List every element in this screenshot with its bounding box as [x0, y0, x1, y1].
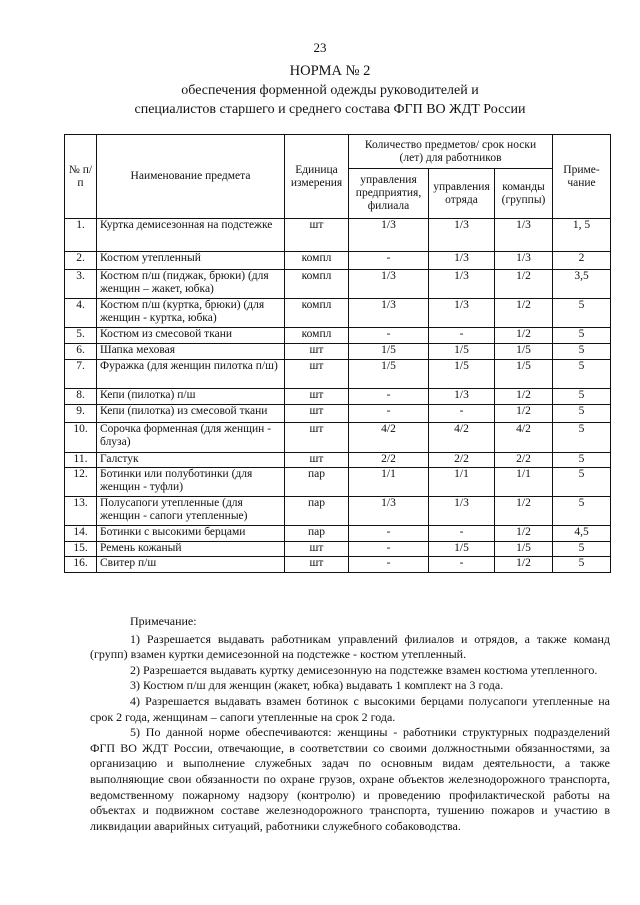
- table-row: [65, 328, 611, 344]
- title-line-1: НОРМА № 2: [289, 63, 371, 79]
- row-team-qty: 1/2: [495, 328, 553, 344]
- row-name: Ботинки с высокими берцами: [97, 526, 285, 542]
- row-unit: шт: [285, 344, 349, 360]
- row-unit: шт: [285, 405, 349, 423]
- table-header: [65, 135, 611, 219]
- row-branch-qty: 1/1: [349, 468, 429, 497]
- row-note: 3,5: [553, 270, 611, 299]
- row-branch-qty: 1/3: [349, 219, 429, 252]
- row-name: Шапка меховая: [97, 344, 285, 360]
- row-note: 1, 5: [553, 219, 611, 252]
- row-number: 5.: [65, 328, 97, 344]
- row-number: 6.: [65, 344, 97, 360]
- row-name: Полусапоги утепленные (для женщин - сапоги утепленные): [97, 497, 285, 526]
- row-branch-qty: -: [349, 405, 429, 423]
- row-team-qty: 1/2: [495, 270, 553, 299]
- row-number: 1.: [65, 219, 97, 252]
- note-item: 4) Разрешается выдавать взамен ботинок с высокими берцами полусапоги утепленные на срок 2 года, женщинам – сапоги утепленные на срок 2 года.: [90, 693, 610, 724]
- row-note: 5: [553, 497, 611, 526]
- row-detach-qty: 2/2: [429, 453, 495, 468]
- table-body: [65, 219, 611, 573]
- note-item: 2) Разрешается выдавать куртку демисезонную на подстежке взамен костюма утепленного.: [130, 662, 598, 677]
- row-detach-qty: 1/3: [429, 252, 495, 270]
- row-branch-qty: 1/3: [349, 299, 429, 328]
- row-detach-qty: 1/3: [429, 270, 495, 299]
- row-note: 5: [553, 344, 611, 360]
- row-name: Костюм п/ш (куртка, брюки) (для женщин - куртка, юбка): [97, 299, 285, 328]
- row-team-qty: 1/3: [495, 219, 553, 252]
- row-detach-qty: -: [429, 405, 495, 423]
- row-branch-qty: -: [349, 557, 429, 573]
- row-unit: пар: [285, 497, 349, 526]
- row-note: 4,5: [553, 526, 611, 542]
- norm-table: [64, 134, 611, 573]
- table-row: [65, 360, 611, 389]
- row-note: 5: [553, 453, 611, 468]
- row-name: Кепи (пилотка) п/ш: [97, 389, 285, 405]
- row-branch-qty: 1/3: [349, 270, 429, 299]
- row-note: 5: [553, 423, 611, 453]
- row-unit: шт: [285, 360, 349, 389]
- table-row: [65, 557, 611, 573]
- row-team-qty: 1/2: [495, 299, 553, 328]
- header-note: Приме- чание: [553, 135, 611, 219]
- row-branch-qty: 1/5: [349, 344, 429, 360]
- row-name: Ремень кожаный: [97, 542, 285, 557]
- table-row: [65, 270, 611, 299]
- row-detach-qty: 1/3: [429, 299, 495, 328]
- row-team-qty: 1/3: [495, 252, 553, 270]
- table-row: [65, 497, 611, 526]
- row-team-qty: 1/5: [495, 542, 553, 557]
- table-row: [65, 453, 611, 468]
- row-number: 12.: [65, 468, 97, 497]
- row-number: 9.: [65, 405, 97, 423]
- table-row: [65, 526, 611, 542]
- row-unit: шт: [285, 423, 349, 453]
- row-name: Кепи (пилотка) из смесовой ткани: [97, 405, 285, 423]
- row-detach-qty: 1/5: [429, 344, 495, 360]
- row-unit: шт: [285, 542, 349, 557]
- row-note: 5: [553, 468, 611, 497]
- row-name: Галстук: [97, 453, 285, 468]
- row-number: 15.: [65, 542, 97, 557]
- row-unit: пар: [285, 526, 349, 542]
- row-note: 5: [553, 299, 611, 328]
- header-detach: управления отряда: [429, 169, 495, 219]
- notes-heading: Примечание:: [130, 614, 197, 628]
- row-unit: компл: [285, 252, 349, 270]
- row-detach-qty: -: [429, 526, 495, 542]
- row-name: Ботинки или полуботинки (для женщин - туфли): [97, 468, 285, 497]
- row-number: 16.: [65, 557, 97, 573]
- page-number: 23: [313, 40, 327, 55]
- row-name: Костюм п/ш (пиджак, брюки) (для женщин – жакет, юбка): [97, 270, 285, 299]
- row-unit: компл: [285, 328, 349, 344]
- title-line-2: обеспечения форменной одежды руководителей и: [181, 83, 479, 98]
- row-team-qty: 1/2: [495, 405, 553, 423]
- row-detach-qty: 1/1: [429, 468, 495, 497]
- row-branch-qty: 4/2: [349, 423, 429, 453]
- notes-section: [90, 614, 610, 834]
- table-row: [65, 423, 611, 453]
- table-row: [65, 542, 611, 557]
- note-item: 3) Костюм п/ш для женщин (жакет, юбка) выдавать 1 комплект на 3 года.: [130, 678, 504, 693]
- row-number: 13.: [65, 497, 97, 526]
- header-qty-group: Количество предметов/ срок носки (лет) для работников: [349, 135, 553, 169]
- table-row: [65, 405, 611, 423]
- row-team-qty: 1/5: [495, 344, 553, 360]
- row-detach-qty: 1/3: [429, 497, 495, 526]
- row-unit: пар: [285, 468, 349, 497]
- row-team-qty: 1/5: [495, 360, 553, 389]
- table-row: [65, 252, 611, 270]
- row-note: 5: [553, 328, 611, 344]
- row-detach-qty: 1/5: [429, 542, 495, 557]
- row-detach-qty: 1/3: [429, 219, 495, 252]
- header-num: № п/п: [65, 135, 97, 219]
- row-team-qty: 1/2: [495, 497, 553, 526]
- note-item: 5) По данной норме обеспечиваются: женщины - работники структурных подразделений ФГП ВО ЖДТ России, отвечающие, в соответствии со своими должностными обязанностями, за организацию и выполнение служебных задач по основным видам деятельности, а также выполняющие свои обязанности по охране грузов, охране объектов железнодорожного транспорта, ведомственному пожарному надзору (контролю) и проведению профилактической работы на объектах и подвижном составе железнодорожного транспорта, тушению пожаров и участию в ликвидации аварийных ситуаций, работники служебного собаководства.: [90, 725, 610, 833]
- row-name: Костюм утепленный: [97, 252, 285, 270]
- header-team: команды (группы): [495, 169, 553, 219]
- row-note: 5: [553, 557, 611, 573]
- row-number: 14.: [65, 526, 97, 542]
- row-branch-qty: -: [349, 389, 429, 405]
- table-row: [65, 344, 611, 360]
- row-unit: шт: [285, 219, 349, 252]
- row-note: 5: [553, 389, 611, 405]
- row-team-qty: 1/1: [495, 468, 553, 497]
- row-name: Фуражка (для женщин пилотка п/ш): [97, 360, 285, 389]
- row-number: 11.: [65, 453, 97, 468]
- row-branch-qty: -: [349, 542, 429, 557]
- row-note: 5: [553, 405, 611, 423]
- row-number: 10.: [65, 423, 97, 453]
- row-name: Свитер п/ш: [97, 557, 285, 573]
- row-name: Сорочка форменная (для женщин - блуза): [97, 423, 285, 453]
- note-item: 1) Разрешается выдавать работникам управлений филиалов и отрядов, а также команд (групп) взамен куртки демисезонной на подстежке - костюм утепленный.: [90, 631, 610, 662]
- table-row: [65, 219, 611, 252]
- row-name: Куртка демисезонная на подстежке: [97, 219, 285, 252]
- row-branch-qty: 1/5: [349, 360, 429, 389]
- row-note: 2: [553, 252, 611, 270]
- row-number: 4.: [65, 299, 97, 328]
- row-team-qty: 1/2: [495, 526, 553, 542]
- row-team-qty: 1/2: [495, 557, 553, 573]
- row-number: 8.: [65, 389, 97, 405]
- row-detach-qty: -: [429, 328, 495, 344]
- row-note: 5: [553, 542, 611, 557]
- row-detach-qty: 1/3: [429, 389, 495, 405]
- table-row: [65, 299, 611, 328]
- row-number: 3.: [65, 270, 97, 299]
- row-name: Костюм из смесовой ткани: [97, 328, 285, 344]
- row-detach-qty: 4/2: [429, 423, 495, 453]
- document-title: [60, 62, 600, 119]
- row-detach-qty: 1/5: [429, 360, 495, 389]
- row-unit: компл: [285, 299, 349, 328]
- table-row: [65, 468, 611, 497]
- row-unit: компл: [285, 270, 349, 299]
- header-unit: Единица измерения: [285, 135, 349, 219]
- title-line-3: специалистов старшего и среднего состава ФГП ВО ЖДТ России: [134, 102, 526, 117]
- header-name: Наименование предмета: [97, 135, 285, 219]
- row-team-qty: 1/2: [495, 389, 553, 405]
- row-detach-qty: -: [429, 557, 495, 573]
- row-unit: шт: [285, 453, 349, 468]
- header-branch: управления предприятия, филиала: [349, 169, 429, 219]
- row-branch-qty: -: [349, 526, 429, 542]
- row-team-qty: 4/2: [495, 423, 553, 453]
- row-team-qty: 2/2: [495, 453, 553, 468]
- row-number: 2.: [65, 252, 97, 270]
- row-note: 5: [553, 360, 611, 389]
- row-branch-qty: 2/2: [349, 453, 429, 468]
- row-branch-qty: -: [349, 252, 429, 270]
- row-unit: шт: [285, 389, 349, 405]
- row-branch-qty: 1/3: [349, 497, 429, 526]
- row-unit: шт: [285, 557, 349, 573]
- table-row: [65, 389, 611, 405]
- row-number: 7.: [65, 360, 97, 389]
- row-branch-qty: -: [349, 328, 429, 344]
